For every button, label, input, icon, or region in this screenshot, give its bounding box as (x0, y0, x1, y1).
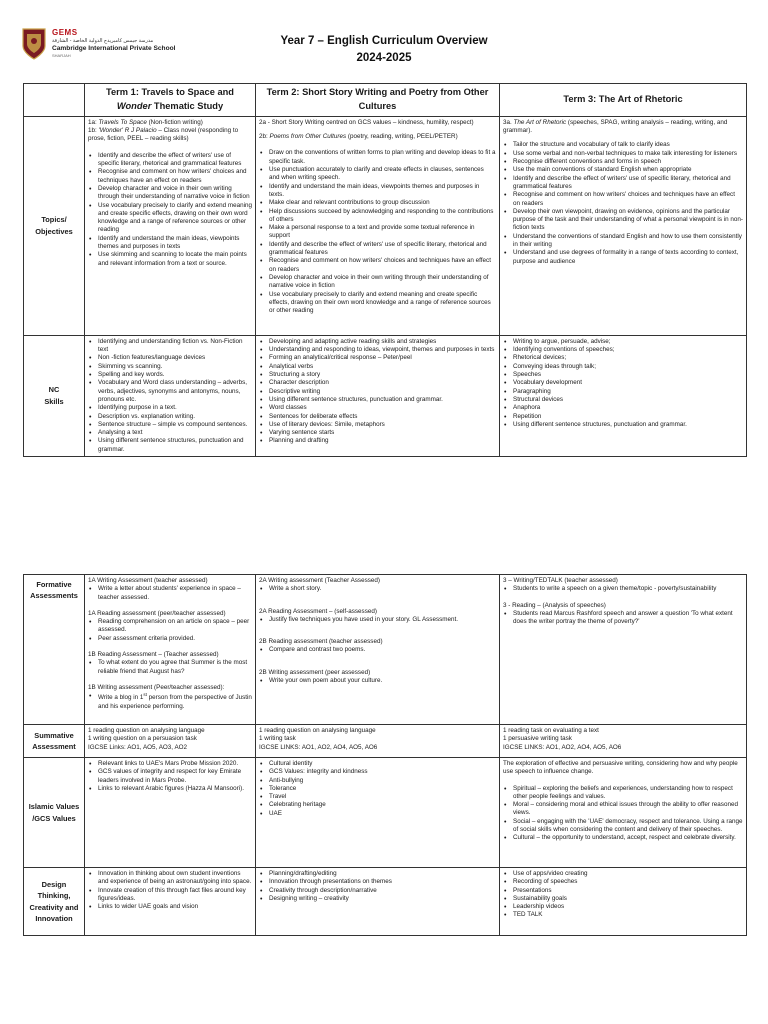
topics-term2-list (259, 149, 496, 315)
islamic-term1-list (88, 760, 252, 793)
list-item: • Varying sentence starts (259, 429, 496, 437)
curriculum-table-part-1 (23, 83, 747, 457)
list-item: • Vocabulary development (503, 379, 743, 387)
summative-term1-cell: 1 reading question on analysing language 1 writing question on a persuasion task IGCSE Links: AO1, AO5, AO3, AO2 (85, 725, 256, 758)
list-item: • Spelling and key words. (88, 371, 252, 379)
list-item: • Links to wider UAE goals and vision (88, 903, 252, 911)
list-item: • Cultural identity (259, 760, 496, 768)
list-item: • Non -fiction features/language devices (88, 354, 252, 362)
list-item: • Recognise and comment on how writers' choices and techniques have an effect on readers (503, 191, 743, 208)
list-item: • Tolerance (259, 785, 496, 793)
list-item: • Write a letter about students' experience in space – teacher assessed. (88, 585, 252, 602)
list-item: • Use vocabulary precisely to clarify and extend meaning and create specific effects, drawing on their own word knowledge and a range of reference sources or other reading (88, 202, 252, 235)
formative-term3-cell: 3 – Writing/TEDTALK (teacher assessed) • Students to write a speech on a given theme/topic - poverty/sustainability 3 - Reading – (Analysis of speeches) • Students read Marcus Rashford speech and answer a question 'To what extent does the writer portray the theme of poverty?' (500, 575, 747, 725)
nc-term1-cell (85, 335, 256, 456)
list-item: • Identifying conventions of speeches; (503, 346, 743, 354)
nc-term3-cell (500, 335, 747, 456)
islamic-term3-cell: The exploration of effective and persuasive writing, considering how and why people use speech to influence change. • Spiritual – exploring the beliefs and experiences, understanding how to respect other people feelings and values. • Moral – considering moral and ethical issues through the ability to offer reasoned views. • Social – engaging with the 'UAE' democracy, respect and tolerance. Using a range of social skills when considering the content and delivery of their speeches. • Cultural – the opportunity to understand, accept, respect and celebrate diversity. (500, 758, 747, 868)
row-label-topics: Topics/ Objectives (24, 116, 85, 335)
list-item: • Use of literary devices: Simile, metaphors (259, 421, 496, 429)
term3-header: Term 3: The Art of Rhetoric (500, 84, 747, 117)
list-item: • Students read Marcus Rashford speech and answer a question 'To what extent does the writer portray the theme of poverty?' (503, 610, 743, 627)
formative-term2-cell: 2A Writing assessment (Teacher Assessed) • Write a short story. 2A Reading Assessment – (self-assessed) • Justify five techniques you have used in your story. GL Assessment. 2B Reading assessment (teacher assessed) • Compare and contrast two poems. 2B Writing assessment (peer assessed) • Write your own poem about your culture. (256, 575, 500, 725)
formative-term1-cell: 1A Writing Assessment (teacher assessed) • Write a letter about students' experience in space – teacher assessed. 1A Reading assessment (peer/teacher assessed) • Reading comprehension on an article on space – peer assessed. • Peer assessment criteria provided. 1B Reading Assessment – (Teacher assessed) • To what extent do you agree that Summer is the most reliable friend that August has? 1B Writing assessment (Peer/teacher assessed): • Write a blog in 1st person from the perspective of Justin and his experience performing. (85, 575, 256, 725)
list-item: • Use punctuation accurately to clarify and create effects in clauses, sentences and when writing speech. (259, 166, 496, 183)
list-item: • Recognise and comment on how writers' choices and techniques have an effect on readers (259, 257, 496, 274)
list-item: • Write a blog in 1st person from the perspective of Justin and his experience performing. (88, 692, 252, 711)
list-item: • Innovation in thinking about own student inventions and experience of being an astronaut/going into space. (88, 870, 252, 887)
islamic-term2-cell (256, 758, 500, 868)
list-item: • Identifying and understanding fiction vs. Non-Fiction text (88, 338, 252, 355)
term1-header: Term 1: Travels to Space and Wonder Thematic Study (85, 84, 256, 117)
list-item: • Writing to argue, persuade, advise; (503, 338, 743, 346)
list-item: • Draw on the conventions of written forms to plan writing and develop ideas to fit a specific task. (259, 149, 496, 166)
row-label-summative: Summative Assessment (24, 725, 85, 758)
row-label-islamic-values: Islamic Values /GCS Values (24, 758, 85, 868)
list-item: • Social – engaging with the 'UAE' democracy, respect and tolerance. Using a range of social skills when considering the content and delivery of their speeches. (503, 818, 743, 835)
nc-term3-list (503, 338, 743, 429)
list-item: • Sentences for deliberate effects (259, 413, 496, 421)
logo-school-name: Cambridge International Private School (52, 45, 176, 52)
list-item: • Help discussions succeed by acknowledging and responding to the contributions of others (259, 208, 496, 225)
islamic-term2-list (259, 760, 496, 818)
list-item: • Make clear and relevant contributions to group discussion (259, 199, 496, 207)
list-item: • Sentence structure – simple vs compound sentences. (88, 421, 252, 429)
curriculum-table-part-2 (23, 574, 747, 936)
list-item: • GCS Values: integrity and kindness (259, 768, 496, 776)
nc-term2-list (259, 338, 496, 446)
list-item: • Cultural – the opportunity to understand, accept, respect and celebrate diversity. (503, 834, 743, 842)
topics-term3-cell: 3a. The Art of Rhetoric (speeches, SPAG, writing analysis – reading, writing, and grammar). • Tailor the structure and vocabulary of talk to clarify ideas • Use some verbal and non-verbal techniques to make talk interesting for listeners • Recognise different conventions and forms in speech • Use the main conventions of standard English when appropriate • Identify and describe the effect of writers' use of specific literary, rhetorical and grammatical features • Recognise and comment on how writers' choices and techniques have an effect on readers • Develop their own viewpoint, drawing on evidence, opinions and the particular purpose of the task and their understanding of what a personal viewpoint is in non-fiction texts • Understand the conventions of standard English and how to use them consistently in their writing • Understand and use degrees of formality in a range of texts according to context, purpose and audience (500, 116, 747, 335)
topics-term2-cell: 2a - Short Story Writing centred on GCS values – kindness, humility, respect) 2b: Poems from Other Cultures (poetry, reading, writing, PEEL/PETER) • Draw on the conventions of written forms to plan writing and develop ideas to fit a specific task. • Use punctuation accurately to clarify and create effects in clauses, sentences and when writing speech. • Identify and understand the main ideas, viewpoints themes and purposes in texts. • Make clear and relevant contributions to group discussion • Help discussions succeed by acknowledging and responding to the contributions of others • Make a personal response to a text and provide some textual reference in support • Identify and describe the effect of writers' use of specific literary, rhetorical and grammatical features • Recognise and comment on how writers' choices and techniques have an effect on readers • Develop character and voice in their own writing through their understanding of narrative voice in fiction • Use vocabulary precisely to clarify and extend meaning and create specific effects, drawing on their own word knowledge and a range of reference sources or other reading (256, 116, 500, 335)
list-item: • Moral – considering moral and ethical issues through the ability to offer reasoned views. (503, 801, 743, 818)
list-item: • Links to relevant Arabic figures (Hazza Al Mansoori). (88, 785, 252, 793)
list-item: • Reading comprehension on an article on space – peer assessed. (88, 618, 252, 635)
list-item: • UAE (259, 810, 496, 818)
list-item: • To what extent do you agree that Summer is the most reliable friend that August has? (88, 659, 252, 676)
list-item: • Write your own poem about your culture. (259, 677, 496, 685)
list-item: • Planning/drafting/editing (259, 870, 496, 878)
list-item: • Leadership videos (503, 903, 743, 911)
list-item: • Tailor the structure and vocabulary of talk to clarify ideas (503, 141, 743, 149)
topics-term1-list (88, 152, 252, 268)
list-item: • Identify and describe the effect of writers' use of specific literary, rhetorical and grammatical features (88, 152, 252, 169)
list-item: • Understand and use degrees of formality in a range of texts according to context, purpose and audience (503, 249, 743, 266)
list-item: • Analytical verbs (259, 363, 496, 371)
list-item: • Vocabulary and Word class understanding – adverbs, verbs, adjectives, synonyms and antonyms, nouns, pronouns etc. (88, 379, 252, 404)
list-item: • Use skimming and scanning to locate the main points and relevant information from a text or source. (88, 251, 252, 268)
list-item: • Use some verbal and non-verbal techniques to make talk interesting for listeners (503, 150, 743, 158)
list-item: • Anaphora (503, 404, 743, 412)
list-item: • Identify and understand the main ideas, viewpoints themes and purposes in texts (88, 235, 252, 252)
nc-term1-list (88, 338, 252, 454)
header-empty-cell (24, 84, 85, 117)
list-item: • Innovation through presentations on themes (259, 878, 496, 886)
list-item: • Travel (259, 793, 496, 801)
islamic-term1-cell (85, 758, 256, 868)
list-item: • Anti-bullying (259, 777, 496, 785)
list-item: • Identifying purpose in a text. (88, 404, 252, 412)
list-item: • Speeches (503, 371, 743, 379)
list-item: • Innovate creation of this through fact files around key figures/ideas. (88, 887, 252, 904)
list-item: • TED TALK (503, 911, 743, 919)
design-term2-cell (256, 868, 500, 936)
term2-header: Term 2: Short Story Writing and Poetry from Other Cultures (256, 84, 500, 117)
list-item: • Relevant links to UAE's Mars Probe Mission 2020. (88, 760, 252, 768)
list-item: • Structural devices (503, 396, 743, 404)
academic-year: 2024-2025 (356, 52, 412, 64)
list-item: • Sustainability goals (503, 895, 743, 903)
design-term2-list (259, 870, 496, 903)
list-item: • Use the main conventions of standard English when appropriate (503, 166, 743, 174)
list-item: • Structuring a story (259, 371, 496, 379)
list-item: • Character description (259, 379, 496, 387)
summative-term2-cell: 1 reading question on analysing language 1 writing task IGCSE LINKS: AO1, AO2, AO4, AO5, AO6 (256, 725, 500, 758)
design-term3-list (503, 870, 743, 920)
logo-arabic-name: مدرسة جيمس كامبريدج الدولية الخاصة - الشارقة (52, 38, 154, 44)
logo-city: SHARJAH (52, 53, 71, 58)
list-item: • Skimming vs scanning. (88, 363, 252, 371)
list-item: • Justify five techniques you have used in your story. GL Assessment. (259, 616, 496, 624)
list-item: • Compare and contrast two poems. (259, 646, 496, 654)
design-term1-cell (85, 868, 256, 936)
list-item: • Presentations (503, 887, 743, 895)
list-item: • Use of apps/video creating (503, 870, 743, 878)
list-item: • Write a short story. (259, 585, 496, 593)
list-item: • Make a personal response to a text and provide some textual reference in support (259, 224, 496, 241)
list-item: • Identify and understand the main ideas, viewpoints themes and purposes in texts. (259, 183, 496, 200)
topics-term1-cell: 1a: Travels To Space (Non-fiction writing) 1b: 'Wonder' R J Palacio – Class novel (responding to prose, fiction, PEEL – reading skills) • Identify and describe the effect of writers' use of specific literary, rhetorical and grammatical features • Recognise and comment on how writers' choices and techniques have an effect on readers • Develop character and voice in their own writing through their understanding of narrative voice in fiction • Use vocabulary precisely to clarify and extend meaning and create specific effects, drawing on their own word knowledge and a range of reference sources or other reading • Identify and understand the main ideas, viewpoints themes and purposes in texts • Use skimming and scanning to locate the main points and relevant information from a text or source. (85, 116, 256, 335)
list-item: • Develop character and voice in their own writing through their understanding of narrative voice in fiction (259, 274, 496, 291)
list-item: • Using different sentence structures, punctuation and grammar. (88, 437, 252, 454)
islamic-term3-list (503, 785, 743, 843)
list-item: • Recognise and comment on how writers' choices and techniques have an effect on readers (88, 168, 252, 185)
list-item: • Peer assessment criteria provided. (88, 635, 252, 643)
list-item: • Description vs. explanation writing. (88, 413, 252, 421)
list-item: • Planning and drafting (259, 437, 496, 445)
list-item: • Developing and adapting active reading skills and strategies (259, 338, 496, 346)
topics-term3-list (503, 141, 743, 265)
list-item: • Descriptive writing (259, 388, 496, 396)
list-item: • Spiritual – exploring the beliefs and experiences, understanding how to respect other people feelings and values. (503, 785, 743, 802)
list-item: • Recognise different conventions and forms in speech (503, 158, 743, 166)
list-item: • Analysing a text (88, 429, 252, 437)
list-item: • GCS values of integrity and respect for key Emirate leaders involved in Mars Probe. (88, 768, 252, 785)
list-item: • Creativity through description/narrative (259, 887, 496, 895)
list-item: • Designing writing – creativity (259, 895, 496, 903)
list-item: • Identify and describe the effect of writers' use of specific literary, rhetorical and grammatical features (503, 175, 743, 192)
list-item: • Word classes (259, 404, 496, 412)
nc-term2-cell (256, 335, 500, 456)
list-item: • Using different sentence structures, punctuation and grammar. (259, 396, 496, 404)
list-item: • Using different sentence structures, punctuation and grammar. (503, 421, 743, 429)
design-term3-cell (500, 868, 747, 936)
list-item: • Rhetorical devices; (503, 354, 743, 362)
list-item: • Develop character and voice in their own writing through their understanding of narrative voice in fiction (88, 185, 252, 202)
list-item: • Celebrating heritage (259, 801, 496, 809)
list-item: • Identify and describe the effect of writers' use of specific literary, rhetorical and grammatical features (259, 241, 496, 258)
list-item: • Students to write a speech on a given theme/topic - poverty/sustainability (503, 585, 743, 593)
list-item: • Understanding and responding to ideas, viewpoint, themes and purposes in texts (259, 346, 496, 354)
design-term1-list (88, 870, 252, 911)
list-item: • Use vocabulary precisely to clarify and extend meaning and create specific effects, drawing on their own word knowledge and a range of reference sources or other reading (259, 291, 496, 316)
list-item: • Conveying ideas through talk; (503, 363, 743, 371)
logo-brand: GEMS (52, 28, 78, 37)
list-item: • Understand the conventions of standard English and how to use them consistently in their writing (503, 233, 743, 250)
list-item: • Develop their own viewpoint, drawing on evidence, opinions and the particular purpose of the task and their understanding of what a personal viewpoint is in non-fiction texts (503, 208, 743, 233)
row-label-formative: Formative Assessments (24, 575, 85, 725)
list-item: • Repetition (503, 413, 743, 421)
row-label-nc-skills: NC Skills (24, 335, 85, 456)
list-item: • Forming an analytical/critical response – Peter/peel (259, 354, 496, 362)
list-item: • Paragraphing (503, 388, 743, 396)
row-label-design-thinking: Design Thinking, Creativity and Innovation (24, 868, 85, 936)
summative-term3-cell: 1 reading task on evaluating a text 1 persuasive writing task IGCSE LINKS: AO1, AO2, AO4, AO5, AO6 (500, 725, 747, 758)
list-item: • Recording of speeches (503, 878, 743, 886)
page-title: Year 7 – English Curriculum Overview (280, 35, 488, 47)
